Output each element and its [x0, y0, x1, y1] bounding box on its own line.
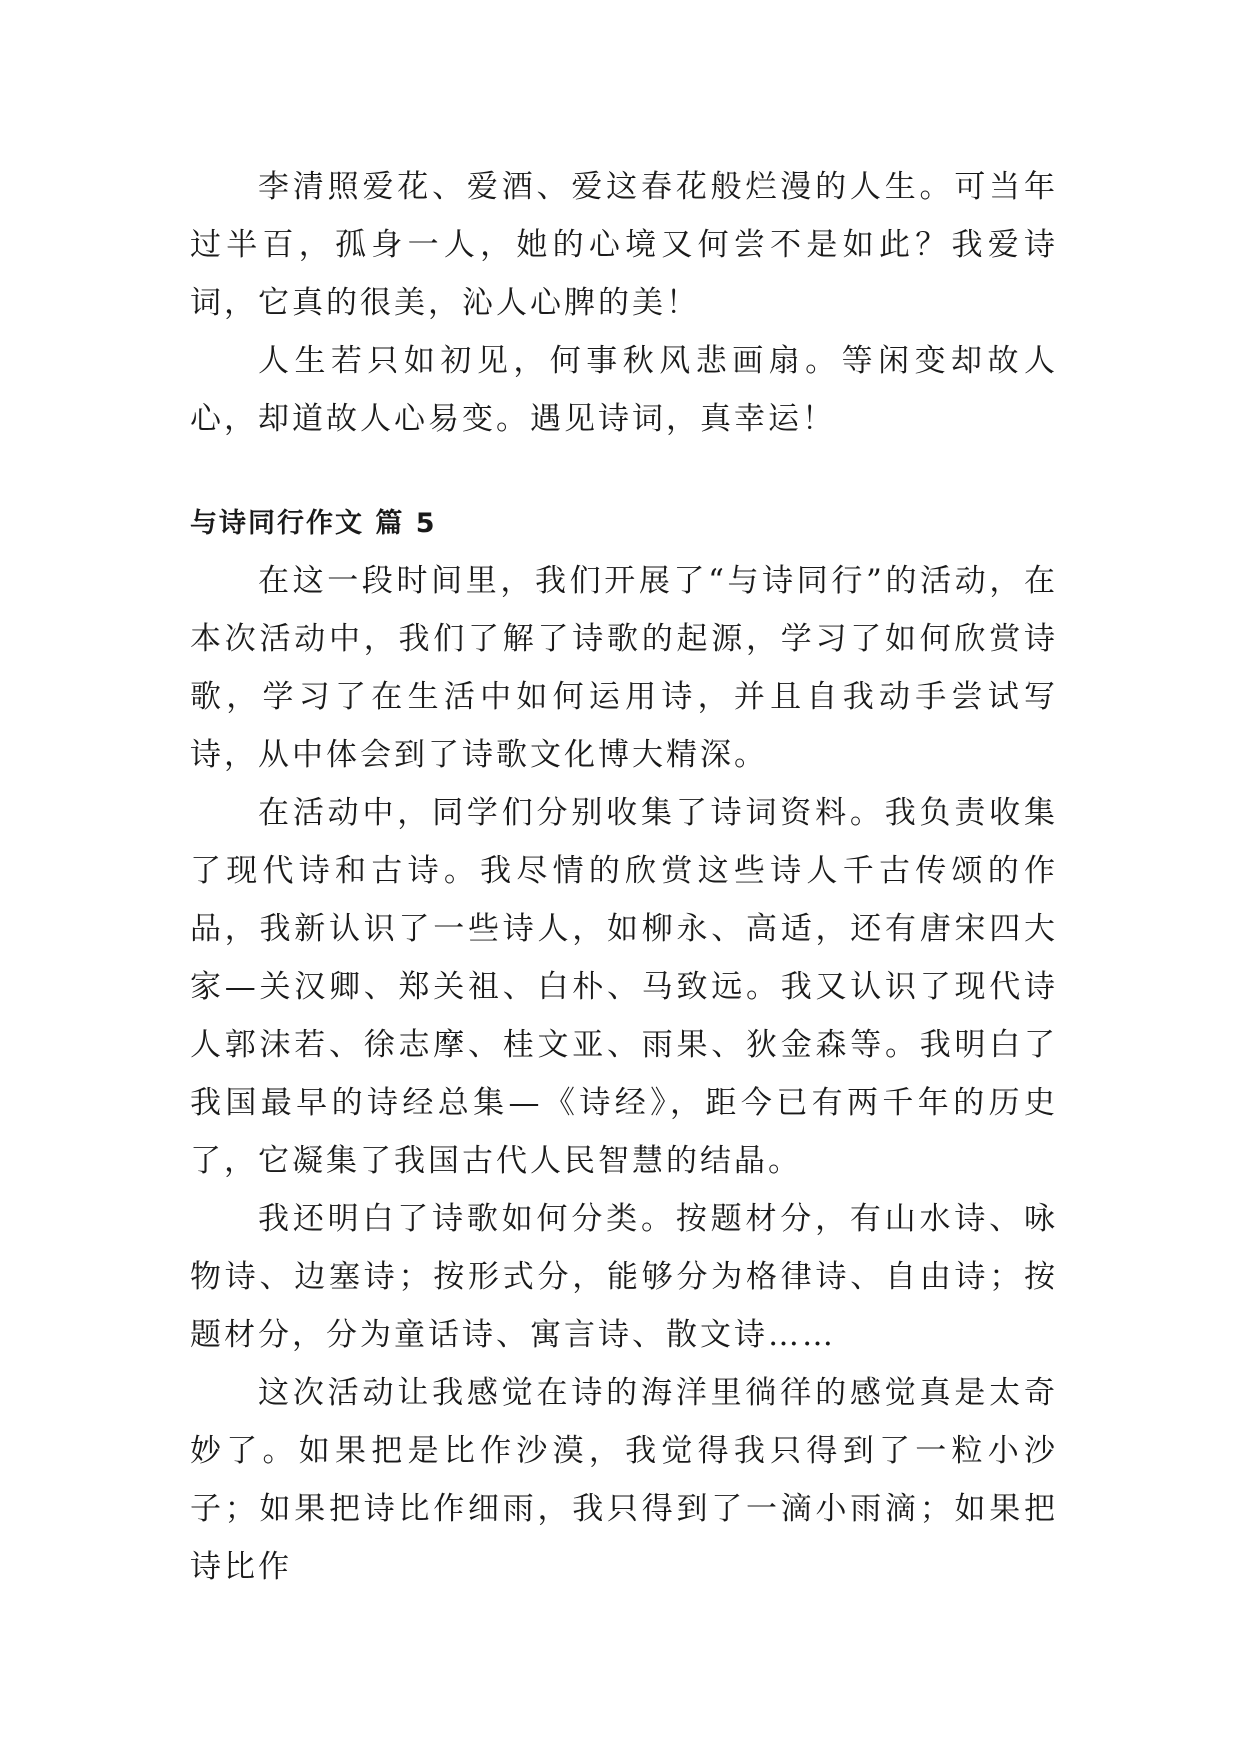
body-paragraph: 在这一段时间里，我们开展了“与诗同行”的活动，在本次活动中，我们了解了诗歌的起源，学习了如何欣赏诗歌，学习了在生活中如何运用诗，并且自我动手尝试写诗，从中体会到了诗歌文化博大精深。 — [190, 563, 1058, 773]
body-paragraph: 这次活动让我感觉在诗的海洋里徜徉的感觉真是太奇妙了。如果把是比作沙漠，我觉得我只得到了一粒小沙子；如果把诗比作细雨，我只得到了一滴小雨滴；如果把诗比作 — [190, 1375, 1058, 1585]
section-title: 与诗同行作文 篇 5 — [190, 508, 437, 539]
section-spacer — [190, 448, 1058, 496]
body-paragraph: 我还明白了诗歌如何分类。按题材分，有山水诗、咏物诗、边塞诗；按形式分，能够分为格律诗、自由诗；按题材分，分为童话诗、寓言诗、散文诗…… — [190, 1201, 1058, 1353]
body-paragraph: 李清照爱花、爱酒、爱这春花般烂漫的人生。可当年过半百，孤身一人，她的心境又何尝不是如此？我爱诗词，它真的很美，沁人心脾的美！ — [190, 169, 1058, 321]
document-body — [190, 158, 1058, 1596]
body-paragraph: 人生若只如初见，何事秋风悲画扇。等闲变却故人心，却道故人心易变。遇见诗词，真幸运！ — [190, 343, 1058, 437]
body-paragraph: 在活动中，同学们分别收集了诗词资料。我负责收集了现代诗和古诗。我尽情的欣赏这些诗人千古传颂的作品，我新认识了一些诗人，如柳永、高适，还有唐宋四大家—关汉卿、郑关祖、白朴、马致远。我又认识了现代诗人郭沫若、徐志摩、桂文亚、雨果、狄金森等。我明白了我国最早的诗经总集—《诗经》，距今已有两千年的历史了，它凝集了我国古代人民智慧的结晶。 — [190, 795, 1058, 1179]
